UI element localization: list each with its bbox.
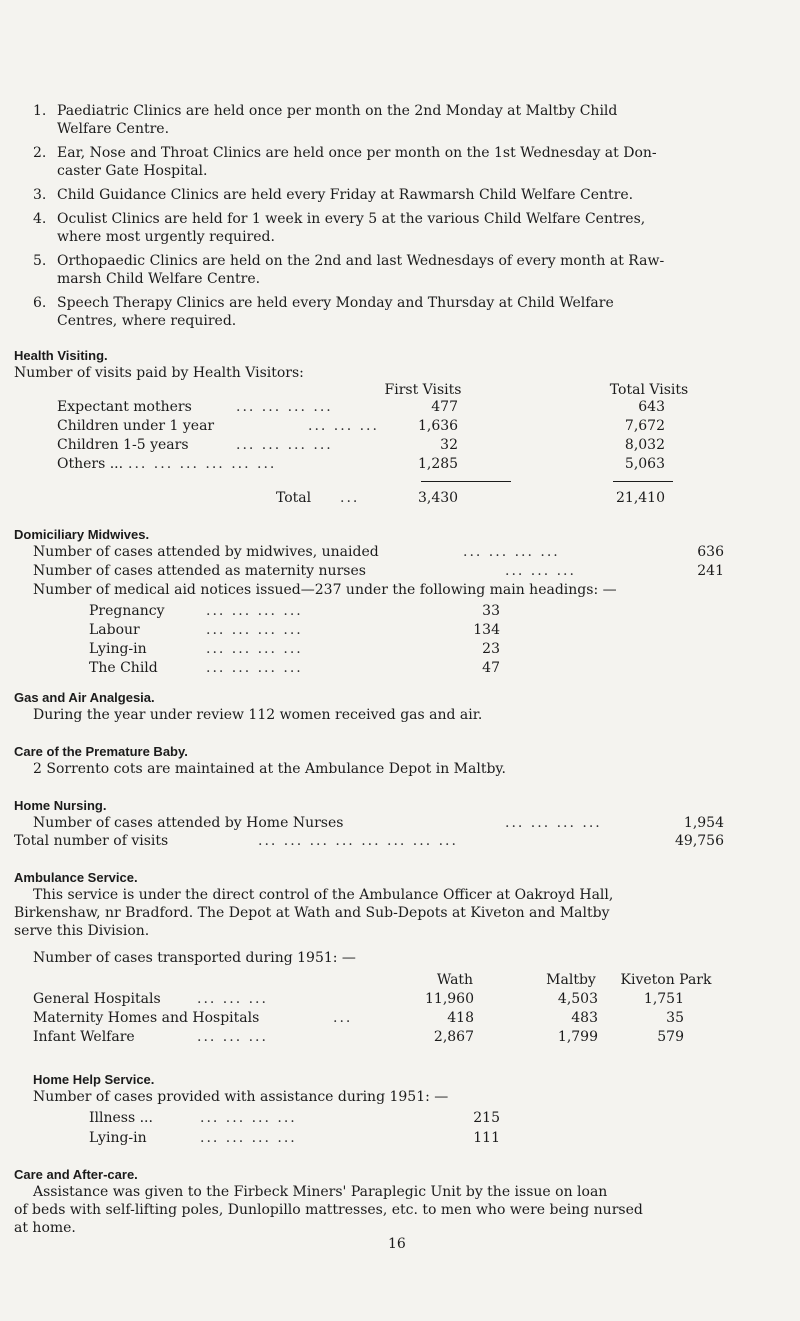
clinic-number: 6. [33, 295, 47, 311]
section-heading: Gas and Air Analgesia. [14, 690, 155, 705]
leader-dots: ... ... ... ... [200, 1110, 297, 1126]
leader-dots: ... ... ... ... [206, 641, 303, 657]
wath-value: 418 [447, 1010, 474, 1026]
leader-dots: ... ... ... ... [463, 544, 560, 560]
section-text: 2 Sorrento cots are maintained at the Ambulance Depot in Maltby. [33, 761, 506, 777]
total-label: Total [276, 490, 312, 506]
section-heading: Care of the Premature Baby. [14, 744, 188, 759]
first-visits-value: 1,285 [418, 456, 459, 472]
clinic-text: Ear, Nose and Throat Clinics are held once per month on the 1st Wednesday at Don- [57, 145, 657, 161]
section-heading: Home Help Service. [33, 1072, 155, 1087]
help-item-label: Illness ... [89, 1110, 153, 1126]
first-visits-value: 1,636 [418, 418, 459, 434]
row-label: Children 1-5 years [57, 437, 189, 453]
column-header: First Visits [384, 382, 462, 398]
column-header: Total Visits [609, 382, 689, 398]
section-heading: Domiciliary Midwives. [14, 527, 150, 542]
leader-dots: ... ... ... [197, 1029, 268, 1045]
clinic-number: 4. [33, 211, 47, 227]
leader-dots: ... ... ... ... [505, 815, 602, 831]
clinic-text: marsh Child Welfare Centre. [57, 271, 261, 287]
column-header: Maltby [546, 972, 596, 988]
total-visits-value: 5,063 [624, 456, 665, 472]
leader-dots: ... ... ... ... [206, 603, 303, 619]
heading-item-label: The Child [89, 660, 158, 676]
heading-item-label: Pregnancy [89, 603, 165, 619]
midwives-line: Number of cases attended as maternity nurses [33, 563, 366, 579]
midwives-value: 636 [697, 544, 724, 560]
first-visits-value: 477 [431, 399, 458, 415]
maltby-value: 1,799 [557, 1029, 598, 1045]
help-item-value: 215 [473, 1110, 500, 1126]
section-text: During the year under review 112 women received gas and air. [33, 707, 483, 723]
leader-dots: ... ... ... ... [200, 1130, 297, 1146]
clinic-number: 1. [33, 103, 47, 119]
row-label: Expectant mothers [57, 399, 192, 415]
total-first-value: 3,430 [418, 490, 459, 506]
clinic-text: Child Guidance Clinics are held every Friday at Rawmarsh Child Welfare Centre. [57, 187, 634, 203]
leader-dots: ... ... ... ... [206, 660, 303, 676]
nursing-line: Total number of visits [14, 833, 169, 849]
section-heading: Care and After-care. [14, 1167, 138, 1182]
leader-dots: ... [340, 490, 360, 506]
leader-dots: ... ... ... ... ... ... ... ... [258, 833, 458, 849]
row-label: General Hospitals [33, 991, 161, 1007]
total-visits-value: 643 [638, 399, 665, 415]
section-intro: Number of cases provided with assistance during 1951: — [33, 1089, 449, 1105]
clinic-number: 2. [33, 145, 47, 161]
leader-dots: ... ... ... ... [236, 437, 333, 453]
leader-dots: ... ... ... [197, 991, 268, 1007]
leader-dots: ... ... ... [505, 563, 576, 579]
midwives-line: Number of cases attended by midwives, unaided [33, 544, 379, 560]
maltby-value: 4,503 [557, 991, 598, 1007]
row-label: Others ... [57, 456, 124, 472]
leader-dots: ... ... ... [308, 418, 379, 434]
wath-value: 2,867 [433, 1029, 474, 1045]
kiveton-value: 579 [657, 1029, 684, 1045]
heading-item-value: 134 [473, 622, 500, 638]
page-number: 16 [388, 1236, 406, 1252]
paragraph-line: This service is under the direct control of the Ambulance Officer at Oakroyd Hall, [33, 887, 614, 903]
section-intro: Number of cases transported during 1951: — [33, 950, 356, 966]
paragraph-line: Birkenshaw, nr Bradford. The Depot at Wath and Sub-Depots at Kiveton and Maltby [14, 905, 610, 921]
help-item-value: 111 [473, 1130, 500, 1146]
row-label: Children under 1 year [57, 418, 215, 434]
heading-item-label: Labour [89, 622, 140, 638]
clinic-text: Oculist Clinics are held for 1 week in every 5 at the various Child Welfare Centres, [57, 211, 646, 227]
leader-dots: ... [333, 1010, 353, 1026]
paragraph-line: Assistance was given to the Firbeck Miners' Paraplegic Unit by the issue on loan [33, 1184, 608, 1200]
clinic-text: Welfare Centre. [57, 121, 170, 137]
row-label: Infant Welfare [33, 1029, 135, 1045]
nursing-value: 1,954 [683, 815, 724, 831]
total-visits-value: 7,672 [624, 418, 665, 434]
section-heading: Home Nursing. [14, 798, 107, 813]
nursing-value: 49,756 [675, 833, 724, 849]
clinic-text: Speech Therapy Clinics are held every Monday and Thursday at Child Welfare [57, 295, 614, 311]
section-heading: Ambulance Service. [14, 870, 138, 885]
clinic-text: Orthopaedic Clinics are held on the 2nd and last Wednesdays of every month at Raw- [57, 253, 665, 269]
wath-value: 11,960 [425, 991, 474, 1007]
clinic-number: 3. [33, 187, 47, 203]
paragraph-line: of beds with self-lifting poles, Dunlopillo mattresses, etc. to men who were being nursed [14, 1202, 643, 1218]
clinic-text: Centres, where required. [57, 313, 237, 329]
kiveton-value: 1,751 [643, 991, 684, 1007]
kiveton-value: 35 [666, 1010, 684, 1026]
clinic-text: Paediatric Clinics are held once per month on the 2nd Monday at Maltby Child [57, 103, 618, 119]
clinic-text: caster Gate Hospital. [57, 163, 208, 179]
midwives-value: 241 [697, 563, 724, 579]
first-visits-value: 32 [440, 437, 458, 453]
nursing-line: Number of cases attended by Home Nurses [33, 815, 344, 831]
leader-dots: ... ... ... ... [236, 399, 333, 415]
paragraph-line: at home. [14, 1220, 76, 1236]
heading-item-label: Lying-in [89, 641, 147, 657]
heading-item-value: 33 [482, 603, 500, 619]
section-intro: Number of visits paid by Health Visitors: [14, 365, 304, 381]
maltby-value: 483 [571, 1010, 598, 1026]
leader-dots: ... ... ... ... ... ... [128, 456, 277, 472]
row-label: Maternity Homes and Hospitals [33, 1010, 260, 1026]
total-visits-value: 8,032 [624, 437, 665, 453]
clinic-text: where most urgently required. [57, 229, 275, 245]
column-header: Kiveton Park [620, 972, 712, 988]
leader-dots: ... ... ... ... [206, 622, 303, 638]
total-rule [613, 481, 673, 482]
clinic-number: 5. [33, 253, 47, 269]
total-rule [421, 481, 511, 482]
heading-item-value: 23 [482, 641, 500, 657]
column-header: Wath [436, 972, 474, 988]
midwives-line: Number of medical aid notices issued—237 under the following main headings: — [33, 582, 617, 598]
help-item-label: Lying-in [89, 1130, 147, 1146]
total-total-value: 21,410 [616, 490, 665, 506]
heading-item-value: 47 [482, 660, 500, 676]
section-heading: Health Visiting. [14, 348, 108, 363]
paragraph-line: serve this Division. [14, 923, 150, 939]
